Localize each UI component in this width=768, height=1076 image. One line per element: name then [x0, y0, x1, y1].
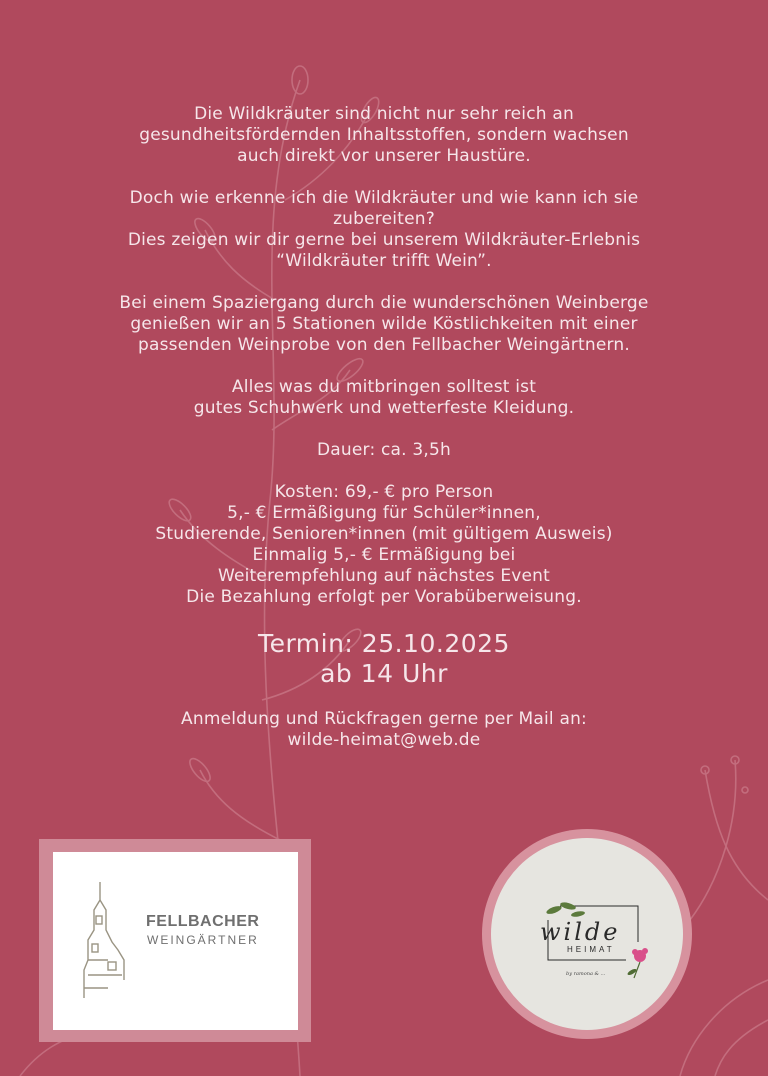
termin-time: ab 14 Uhr	[320, 659, 448, 688]
text-line: zubereiten?	[333, 209, 435, 229]
text-line: “Wildkräuter trifft Wein”.	[276, 251, 492, 271]
wilde-heimat-subtitle: HEIMAT	[567, 945, 615, 954]
text-line: Die Bezahlung erfolgt per Vorabüberweisung.	[186, 587, 582, 607]
walk-paragraph	[84, 293, 684, 356]
wilde-heimat-wordmark: wilde	[540, 918, 621, 946]
text-line: gesundheitsfördernden Inhaltsstoffen, sondern wachsen	[139, 125, 629, 145]
contact-info	[84, 709, 684, 751]
text-line: Einmalig 5,- € Ermäßigung bei	[252, 545, 516, 565]
text-line: Alles was du mitbringen solltest ist	[231, 377, 537, 397]
intro-paragraph	[84, 104, 684, 167]
text-line: Dies zeigen wir dir gerne bei unserem Wildkräuter-Erlebnis	[127, 230, 641, 250]
fellbacher-name: FELLBACHER	[146, 913, 260, 930]
text-line: auch direkt vor unserer Haustüre.	[237, 146, 531, 166]
question-paragraph	[84, 188, 684, 272]
wilde-heimat-tagline: by ramona & ...	[566, 971, 606, 977]
church-tower-icon	[78, 880, 130, 1000]
contact-email[interactable]: wilde-heimat@web.de	[287, 730, 481, 750]
event-date	[84, 629, 684, 689]
duration-text	[84, 440, 684, 461]
text-line: Bei einem Spaziergang durch die wunderschönen Weinberge	[119, 293, 649, 313]
text-line: Die Wildkräuter sind nicht nur sehr reich an	[194, 104, 574, 124]
costs-paragraph	[84, 482, 684, 608]
text-line: Studierende, Senioren*innen (mit gültigem Ausweis)	[155, 524, 613, 544]
text-line: gutes Schuhwerk und wetterfeste Kleidung.	[193, 398, 575, 418]
text-line: passenden Weinprobe von den Fellbacher Weingärtnern.	[138, 335, 630, 355]
text-line: Kosten: 69,- € pro Person	[274, 482, 494, 502]
text-line: Doch wie erkenne ich die Wildkräuter und wie kann ich sie	[129, 188, 639, 208]
text-line: Dauer: ca. 3,5h	[317, 440, 451, 460]
text-line: 5,- € Ermäßigung für Schüler*innen,	[227, 503, 541, 523]
contact-line: Anmeldung und Rückfragen gerne per Mail an:	[181, 709, 587, 729]
event-description	[84, 104, 684, 751]
fellbacher-subtitle: WEINGÄRTNER	[147, 933, 259, 947]
text-line: genießen wir an 5 Stationen wilde Köstlichkeiten mit einer	[130, 314, 638, 334]
text-line: Weiterempfehlung auf nächstes Event	[217, 566, 551, 586]
termin-date: Termin: 25.10.2025	[258, 629, 510, 658]
bring-paragraph	[84, 377, 684, 419]
